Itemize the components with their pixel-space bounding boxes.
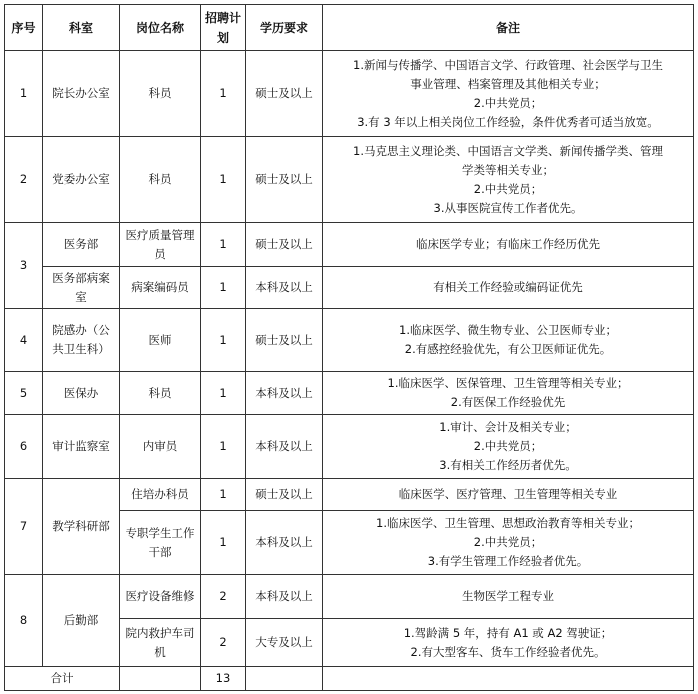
total-empty [120, 667, 201, 691]
cell-seq: 8 [5, 575, 43, 667]
header-position: 岗位名称 [120, 5, 201, 51]
table-row [5, 223, 694, 267]
cell-position: 医师 [120, 309, 201, 372]
cell-education: 硕士及以上 [246, 479, 323, 511]
cell-position: 住培办科员 [120, 479, 201, 511]
total-empty [246, 667, 323, 691]
note-line: 1.临床医学、医保管理、卫生管理等相关专业； [387, 376, 629, 390]
table-row [5, 479, 694, 511]
cell-education: 本科及以上 [246, 415, 323, 479]
note-line: 1.马克思主义理论类、中国语言文学类、新闻传播学类、管理 [353, 143, 663, 158]
cell-position [120, 575, 201, 619]
cell-seq: 2 [5, 137, 43, 223]
position-text: 专职学生工作干部 [125, 525, 195, 559]
cell-position: 科员 [120, 372, 201, 415]
note-line: 2.有大型客车、货车工作经验者优先。 [410, 644, 606, 659]
table-row [5, 137, 694, 223]
cell-dept: 医务部 [43, 223, 120, 267]
dept-text: 院感办（公共卫生科） [52, 323, 110, 356]
note-line: 3.有相关工作经历者优先。 [439, 458, 577, 472]
cell-education: 本科及以上 [246, 372, 323, 415]
cell-dept [43, 479, 120, 575]
table-row [5, 372, 694, 415]
cell-position [120, 511, 201, 575]
position-text: 院内救护车司机 [125, 625, 195, 659]
cell-dept [43, 267, 120, 309]
recruitment-table [4, 4, 694, 691]
cell-position: 病案编码员 [120, 267, 201, 309]
cell-seq: 3 [5, 223, 43, 309]
cell-seq: 5 [5, 372, 43, 415]
note-line: 生物医学工程专业 [462, 589, 554, 603]
cell-position: 内审员 [120, 415, 201, 479]
note-line: 2.中共党员； [473, 439, 543, 453]
header-plan: 招聘计划 [201, 5, 246, 51]
note-line: 临床医学、医疗管理、卫生管理等相关专业 [398, 487, 618, 501]
cell-position [120, 619, 201, 667]
note-line: 1.新闻与传播学、中国语言文学、行政管理、社会医学与卫生 [353, 57, 663, 72]
cell-dept [43, 415, 120, 479]
dept-text: 院长办公室 [52, 86, 110, 100]
total-plan: 13 [201, 667, 246, 691]
cell-dept: 后勤部 [43, 575, 120, 667]
header-seq: 序号 [5, 5, 43, 51]
note-line: 1.审计、会计及相关专业； [439, 420, 577, 434]
note-line: 1.临床医学、微生物专业、公卫医师专业； [399, 323, 617, 337]
header-row [5, 5, 694, 51]
cell-plan: 1 [201, 415, 246, 479]
cell-plan: 1 [201, 223, 246, 267]
dept-text: 医务部病案室 [52, 270, 110, 304]
cell-dept [43, 51, 120, 137]
cell-position [120, 223, 201, 267]
dept-text: 教学科研部 [52, 519, 110, 533]
header-notes: 备注 [323, 5, 694, 51]
cell-plan: 1 [201, 309, 246, 372]
cell-education: 硕士及以上 [246, 223, 323, 267]
cell-education: 本科及以上 [246, 511, 323, 575]
cell-notes [323, 51, 694, 137]
table-row [5, 415, 694, 479]
note-line: 1.驾龄满 5 年，持有 A1 或 A2 驾驶证； [403, 625, 613, 640]
note-line: 1.临床医学、卫生管理、思想政治教育等相关专业； [376, 516, 640, 530]
cell-position: 科员 [120, 51, 201, 137]
note-line: 3.有 3 年以上相关岗位工作经验，条件优秀者可适当放宽。 [357, 114, 659, 129]
table-row [5, 51, 694, 137]
cell-notes [323, 309, 694, 372]
cell-education: 本科及以上 [246, 575, 323, 619]
note-line: 2.中共党员； [473, 535, 543, 549]
table-row [5, 309, 694, 372]
cell-plan: 2 [201, 575, 246, 619]
cell-seq: 6 [5, 415, 43, 479]
cell-plan: 1 [201, 511, 246, 575]
cell-education: 本科及以上 [246, 267, 323, 309]
header-education: 学历要求 [246, 5, 323, 51]
cell-education: 硕士及以上 [246, 51, 323, 137]
position-text: 医疗设备维修 [125, 589, 195, 603]
cell-seq: 7 [5, 479, 43, 575]
dept-text: 审计监察室 [52, 439, 110, 453]
cell-notes [323, 511, 694, 575]
cell-dept [43, 309, 120, 372]
cell-dept [43, 137, 120, 223]
total-label: 合计 [5, 667, 120, 691]
position-text: 医疗质量管理员 [125, 227, 195, 261]
cell-notes [323, 372, 694, 415]
total-empty [323, 667, 694, 691]
note-line: 3.有学生管理工作经验者优先。 [427, 554, 589, 568]
table-row [5, 267, 694, 309]
cell-education: 硕士及以上 [246, 137, 323, 223]
cell-dept: 医保办 [43, 372, 120, 415]
cell-notes [323, 619, 694, 667]
cell-notes [323, 575, 694, 619]
note-line: 2.中共党员； [473, 95, 543, 110]
cell-seq: 4 [5, 309, 43, 372]
dept-text: 党委办公室 [52, 172, 110, 186]
cell-notes [323, 267, 694, 309]
note-line: 3.从事医院宣传工作者优先。 [433, 200, 583, 215]
note-line: 临床医学专业；有临床工作经历优先 [416, 237, 600, 251]
cell-seq: 1 [5, 51, 43, 137]
cell-plan: 1 [201, 479, 246, 511]
header-dept: 科室 [43, 5, 120, 51]
cell-notes [323, 415, 694, 479]
note-line: 学类等相关专业； [462, 162, 554, 177]
cell-notes [323, 479, 694, 511]
table-row [5, 575, 694, 619]
cell-plan: 1 [201, 137, 246, 223]
cell-plan: 1 [201, 372, 246, 415]
note-line: 2.有感控经验优先，有公卫医师证优先。 [404, 342, 612, 356]
cell-position: 科员 [120, 137, 201, 223]
note-line: 2.有医保工作经验优先 [450, 395, 566, 409]
cell-notes [323, 223, 694, 267]
note-line: 2.中共党员； [473, 181, 543, 196]
cell-plan: 1 [201, 267, 246, 309]
note-line: 事业管理、档案管理及其他相关专业； [410, 76, 606, 91]
cell-education: 大专及以上 [246, 619, 323, 667]
cell-plan: 1 [201, 51, 246, 137]
cell-notes [323, 137, 694, 223]
cell-education: 硕士及以上 [246, 309, 323, 372]
total-row [5, 667, 694, 691]
note-line: 有相关工作经验或编码证优先 [433, 280, 583, 294]
cell-plan: 2 [201, 619, 246, 667]
